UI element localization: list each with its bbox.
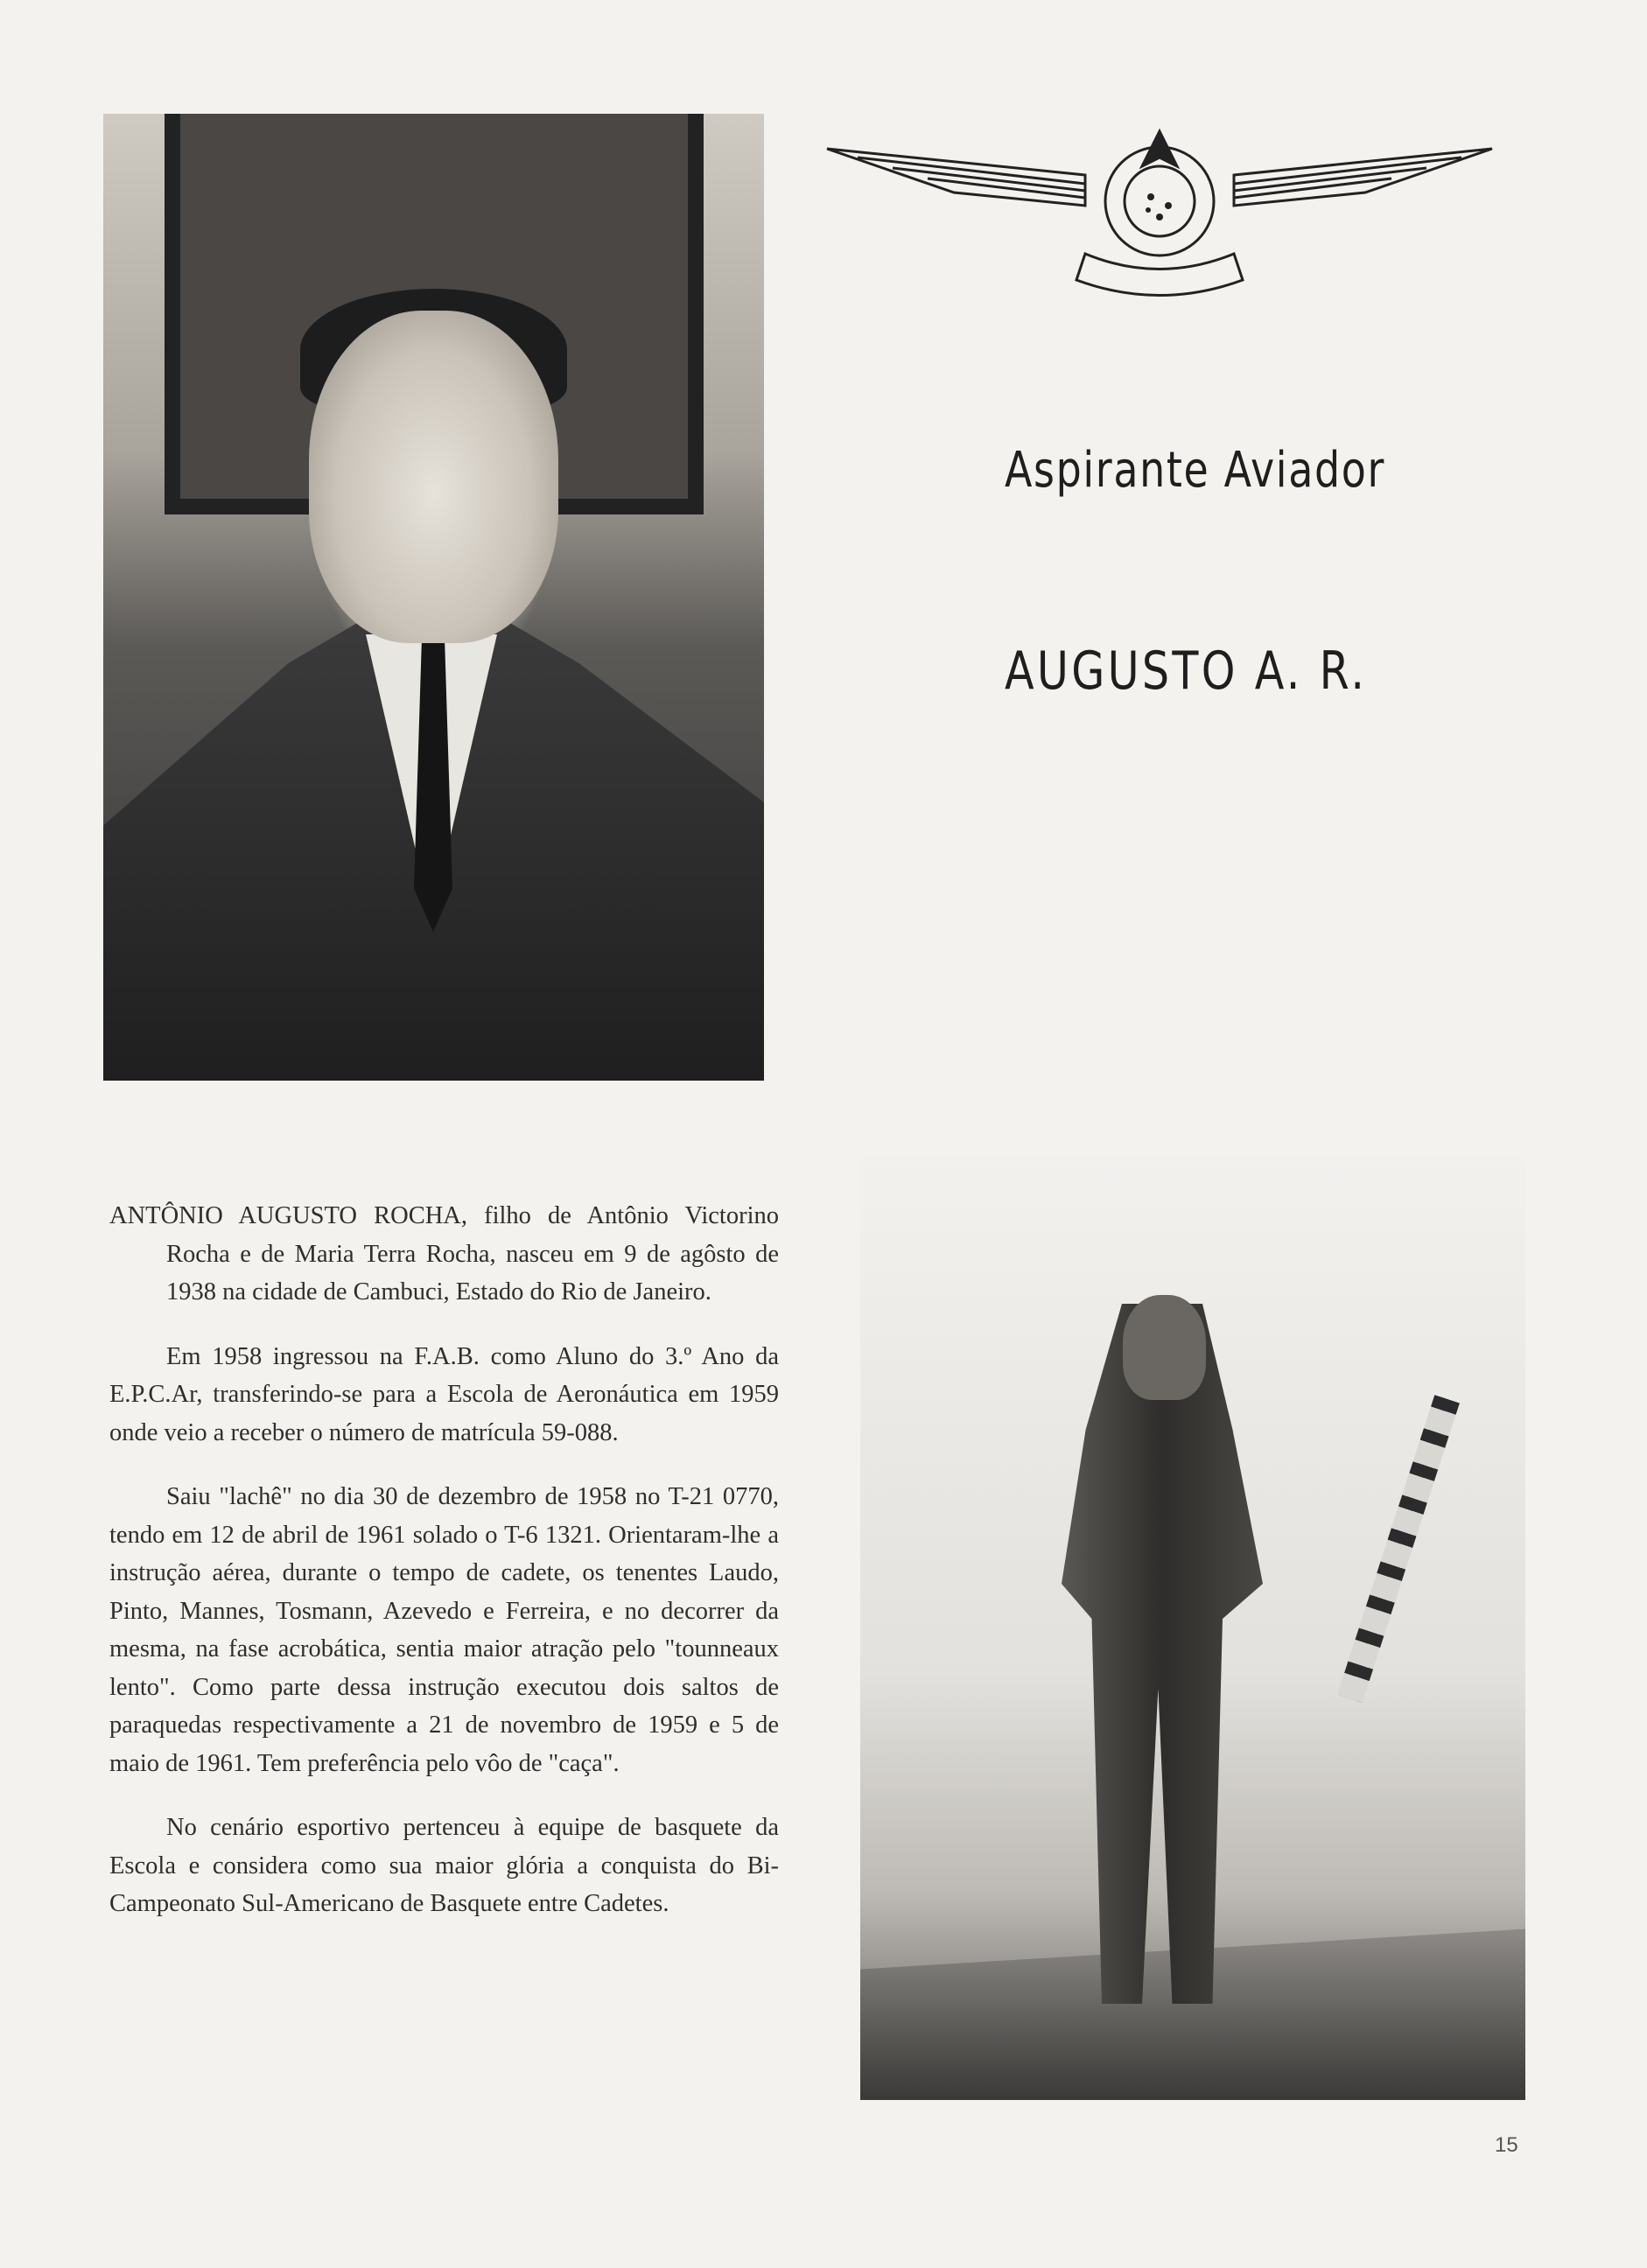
biography-paragraph: Em 1958 ingressou na F.A.B. como Aluno do 3.º Ano da E.P.C.Ar, transferindo-se para a Escola de Aeronáutica em 1959 onde veio a receber o número de matrícula 59-088. [109, 1342, 779, 1446]
pilot-figure [1062, 1304, 1263, 2004]
biography-paragraph: No cenário esportivo pertenceu à equipe de basquete da Escola e considera como sua maior glória a conquista do Bi-Campeonato Sul-Americano de Basquete entre Cadetes. [109, 1814, 779, 1917]
cadet-name: AUGUSTO A. R. [1005, 640, 1368, 702]
biography-paragraph: Saiu "lachê" no dia 30 de dezembro de 1958 no T-21 0770, tendo em 12 de abril de 1961 solado o T-6 1321. Orientaram-lhe a instrução aérea, durante o tempo de cadete, os tenentes Laudo, Pinto, Mannes, Tosmann, Azevedo e Ferreira, e no decorrer da mesma, na fase acrobática, sentia maior atração pelo "tounneaux lento". Como parte dessa instrução executou dois saltos de paraquedas respectivamente a 21 de novembro de 1959 e 5 de maio de 1961. Tem preferência pelo vôo de "caça". [109, 1483, 779, 1777]
flight-helmet [1123, 1295, 1206, 1400]
cadet-portrait-photo [103, 114, 764, 1081]
pilot-on-aircraft-photo [860, 1155, 1525, 2100]
rank-title: Aspirante Aviador [1005, 442, 1386, 499]
page-number: 15 [1495, 2133, 1518, 2157]
air-force-wings-insignia-icon [823, 122, 1496, 315]
biography-paragraph: ANTÔNIO AUGUSTO ROCHA, filho de Antônio Victorino Rocha e de Maria Terra Rocha, nasceu em 9 de agôsto de 1938 na cidade de Cambuci, Estado do Rio de Janeiro. [109, 1202, 779, 1306]
boarding-ladder [1337, 1395, 1460, 1703]
face [309, 311, 558, 643]
biography-text [109, 1197, 779, 1950]
